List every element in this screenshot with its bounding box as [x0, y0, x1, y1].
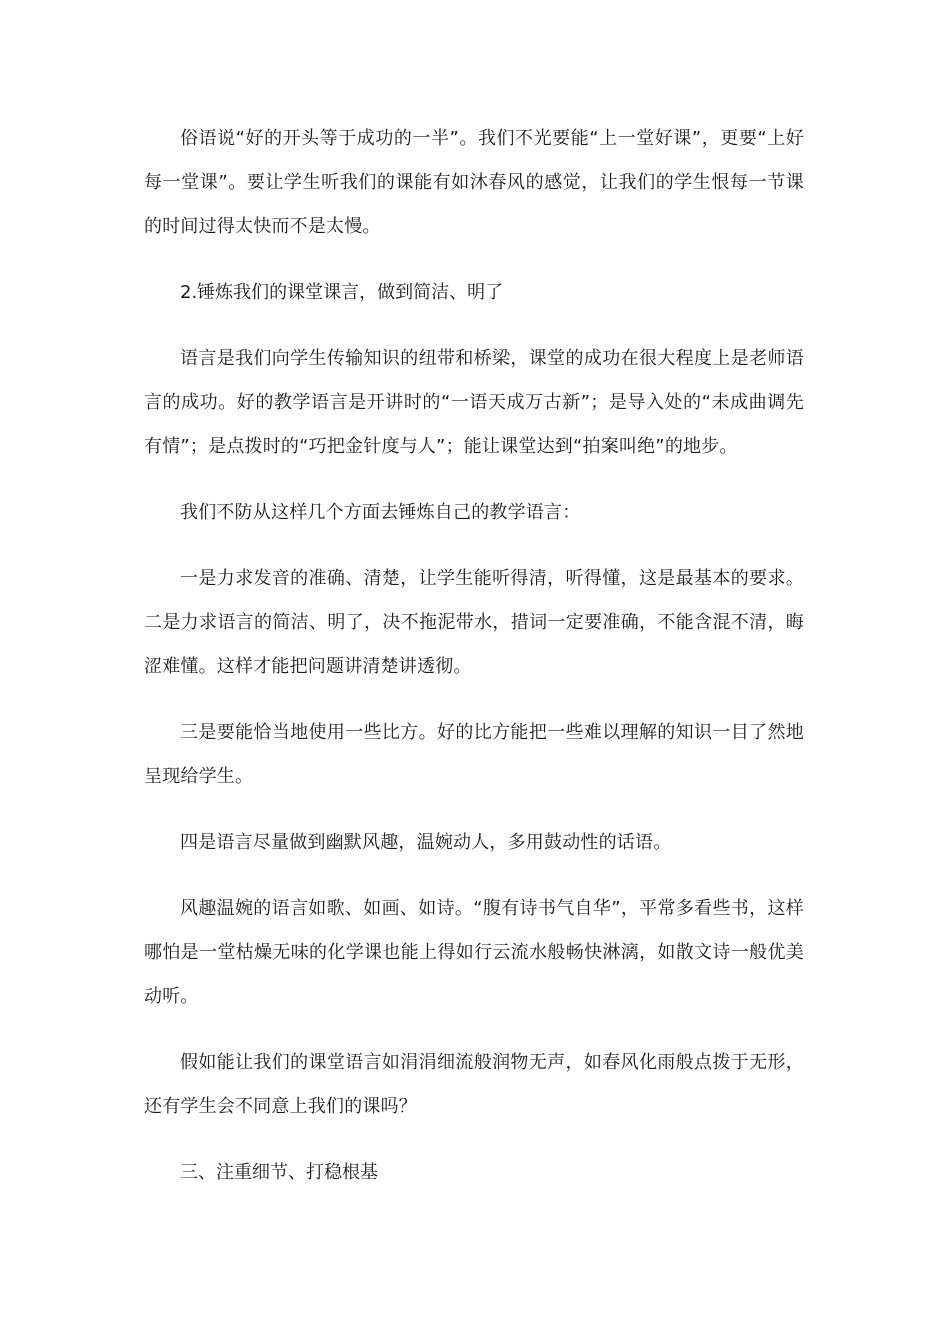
section-heading-language: 2.锤炼我们的课堂课言，做到简洁、明了 — [180, 282, 504, 303]
paragraph-language-aspects-intro: 我们不防从这样几个方面去锤炼自己的教学语言： — [180, 502, 581, 523]
paragraph-metaphors: 三是要能恰当地使用一些比方。好的比方能把一些难以理解的知识一目了然地呈现给学生。 — [144, 722, 804, 787]
paragraph-language-bridge: 语言是我们向学生传输知识的纽带和桥梁，课堂的成功在很大程度上是老师语言的成功。好的教学语言是开讲时的“一语天成万古新”；是导入处的“未成曲调先有情”；是点拨时的“巧把金针度与人”；能让课堂达到“拍案叫绝”的地步。 — [144, 348, 804, 457]
paragraph-closing-question: 假如能让我们的课堂语言如涓涓细流般润物无声，如春风化雨般点拨于无形，还有学生会不同意上我们的课吗？ — [144, 1052, 804, 1117]
paragraph-humor: 四是语言尽量做到幽默风趣，温婉动人，多用鼓动性的话语。 — [180, 832, 672, 853]
paragraph-pronunciation-concise: 一是力求发音的准确、清楚，让学生能听得清，听得懂，这是最基本的要求。 二是力求语言的简洁、明了，决不拖泥带水，措词一定要准确，不能含混不清，晦涩难懂。这样才能把问题讲清楚讲透彻。 — [144, 568, 804, 677]
document-body — [144, 117, 804, 1217]
paragraph-proverb-good-start: 俗语说“好的开头等于成功的一半”。我们不光要能“上一堂好课”，更要“上好每一堂课”。要让学生听我们的课能有如沐春风的感觉，让我们的学生恨每一节课的时间过得太快而不是太慢。 — [144, 128, 804, 237]
paragraph-poetic-language: 风趣温婉的语言如歌、如画、如诗。“腹有诗书气自华”，平常多看些书，这样哪怕是一堂枯燥无味的化学课也能上得如行云流水般畅快淋漓，如散文诗一般优美动听。 — [144, 898, 804, 1007]
section-heading-details: 三、注重细节、打稳根基 — [180, 1162, 378, 1183]
